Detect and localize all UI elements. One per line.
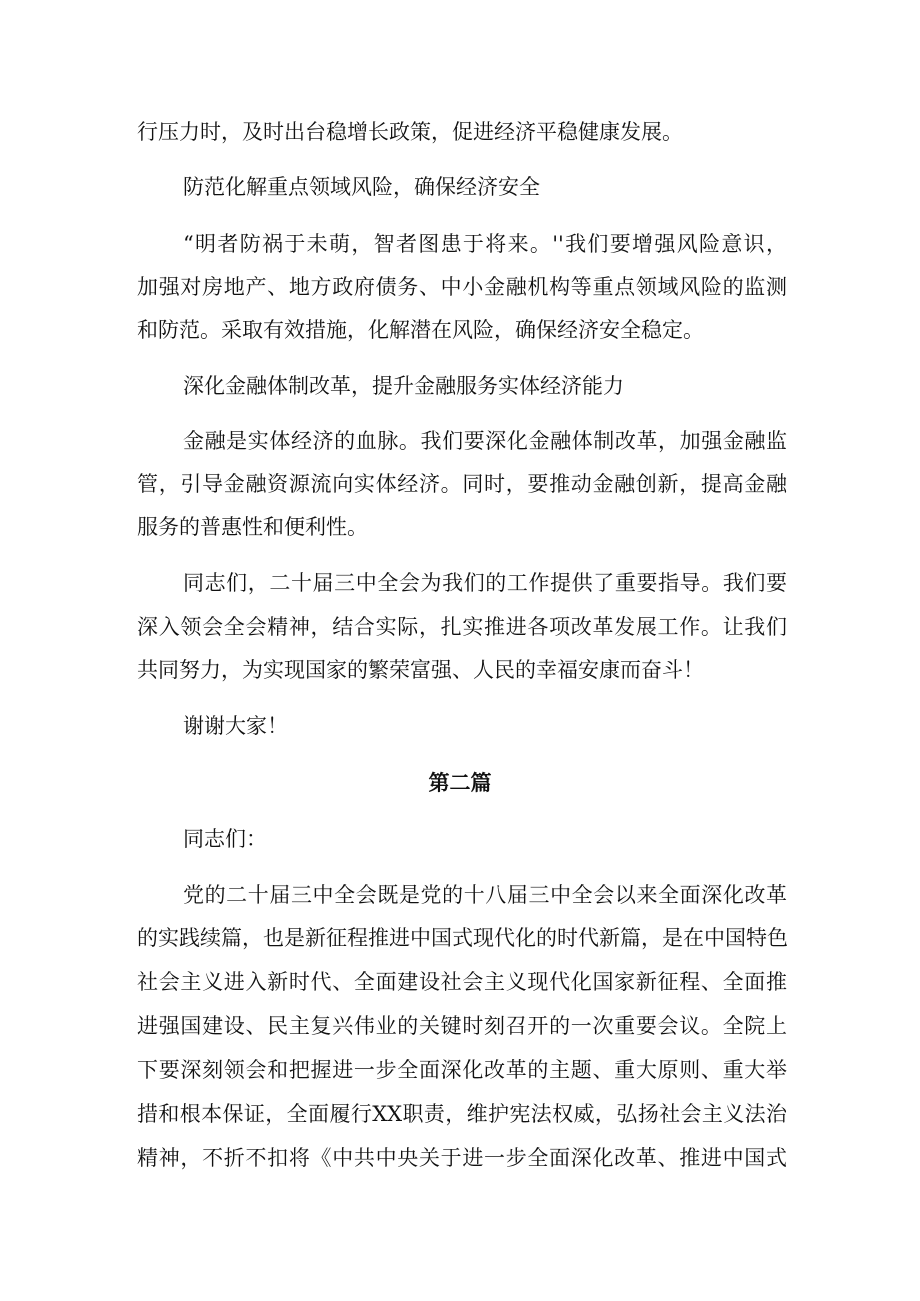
paragraph-line: 深入领会全会精神，结合实际，扎实推进各项改革发展工作。让我们 — [137, 615, 787, 639]
paragraph-line: 社会主义进入新时代、全面建设社会主义现代化国家新征程、全面推 — [137, 970, 787, 994]
paragraph-line: 精神，不折不扣将《中共中央关于进一步全面深化改革、推进中国式 — [137, 1146, 787, 1170]
subheading: 防范化解重点领域风险，确保经济安全 — [183, 175, 540, 199]
paragraph-line: 的实践续篇，也是新征程推进中国式现代化的时代新篇，是在中国特色 — [137, 926, 788, 950]
paragraph-line: 行压力时，及时出台稳增长政策，促进经济平稳健康发展。 — [137, 120, 683, 144]
paragraph-line: 金融是实体经济的血脉。我们要深化金融体制改革，加强金融监 — [183, 429, 787, 453]
paragraph-line: 党的二十届三中全会既是党的十八届三中全会以来全面深化改革 — [183, 883, 787, 907]
section-title: 第二篇 — [428, 770, 492, 795]
paragraph-line: 下要深刻领会和把握进一步全面深化改革的主题、重大原则、重大举 — [137, 1058, 787, 1082]
subheading: 深化金融体制改革，提升金融服务实体经济能力 — [183, 374, 624, 398]
closing-line: 谢谢大家！ — [183, 714, 288, 738]
paragraph-line: 和防范。采取有效措施，化解潜在风险，确保经济安全稳定。 — [137, 318, 704, 342]
paragraph-line: 共同努力，为实现国家的繁荣富强、人民的幸福安康而奋斗！ — [137, 658, 704, 682]
paragraph-line: 同志们，二十届三中全会为我们的工作提供了重要指导。我们要 — [183, 571, 787, 595]
paragraph-line: 加强对房地产、地方政府债务、中小金融机构等重点领域风险的监测 — [137, 275, 787, 299]
paragraph-line: 服务的普惠性和便利性。 — [137, 515, 368, 539]
paragraph-line: 措和根本保证，全面履行XX职责，维护宪法权威，弘扬社会主义法治 — [137, 1102, 787, 1126]
paragraph-line: 管，引导金融资源流向实体经济。同时，要推动金融创新，提高金融 — [137, 472, 787, 496]
paragraph-line: 进强国建设、民主复兴伟业的关键时刻召开的一次重要会议。全院上 — [137, 1014, 787, 1038]
greeting: 同志们： — [183, 827, 267, 851]
paragraph-line: “明者防祸于未萌，智者图患于将来。''我们要增强风险意识， — [183, 232, 787, 256]
